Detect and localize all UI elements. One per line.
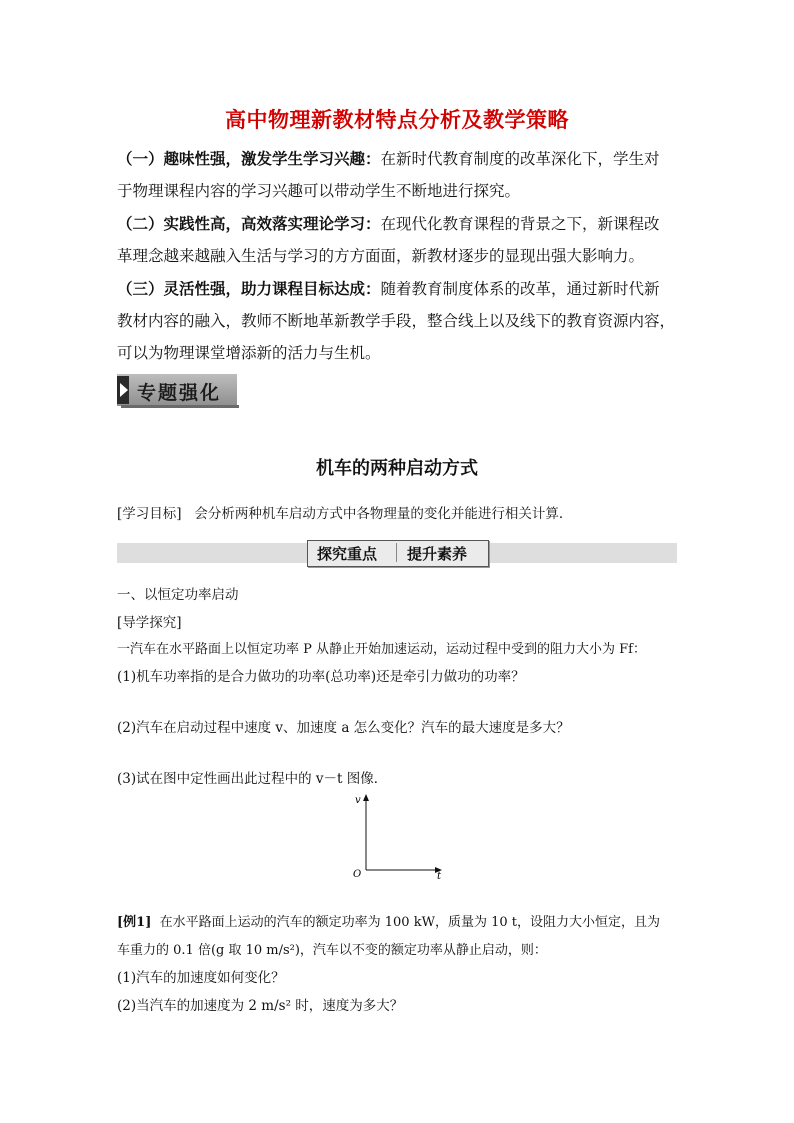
section-3	[117, 273, 679, 369]
y-axis-label: v	[355, 795, 361, 806]
section-2-lead: （二）实践性高，高效落实理论学习：	[117, 215, 381, 233]
origin-label: O	[353, 869, 362, 880]
question-1: (1)机车功率指的是合力做功的功率(总功率)还是牵引力做功的功率？	[117, 669, 525, 685]
y-axis-arrow-icon	[363, 794, 369, 801]
goal-tag: [学习目标]	[117, 506, 182, 522]
part1-intro: 一汽车在水平路面上以恒定功率 P 从静止开始加速运动，运动过程中受到的阻力大小为 Ff：	[117, 642, 646, 657]
example-text-1: 在水平路面上运动的汽车的额定功率为 100 kW，质量为 10 t，设阻力大小恒定，且为	[159, 915, 660, 930]
section-bar-divider	[396, 543, 397, 562]
section-3-lead: （三）灵活性强，助力课程目标达成：	[117, 280, 381, 298]
goal-text: 会分析两种机车启动方式中各物理量的变化并能进行相关计算．	[194, 506, 573, 522]
section-3-line-3: 可以为物理课堂增添新的活力与生机。	[117, 344, 381, 362]
banner-label: 专题强化	[137, 382, 222, 404]
banner-arrow-icon	[120, 383, 128, 397]
section-3-line-2: 教材内容的融入，教师不断地革新教学手段，整合线上以及线下的教育资源内容，	[117, 312, 676, 330]
banner-shadow	[121, 405, 239, 408]
question-3: (3)试在图中定性画出此过程中的 v－t 图像．	[117, 771, 388, 787]
section-1	[117, 143, 679, 207]
question-2: (2)汽车在启动过程中速度 v、加速度 a 怎么变化？汽车的最大速度是多大？	[117, 720, 570, 736]
part1-tag: [导学探究]	[117, 615, 182, 631]
learning-goal	[117, 502, 572, 522]
example-line-1	[117, 911, 660, 930]
lesson-title: 机车的两种启动方式	[316, 458, 478, 479]
section-bar-right: 提升素养	[407, 545, 468, 563]
page-title: 高中物理新教材特点分析及教学策略	[225, 108, 569, 132]
example-line-2: 车重力的 0.1 倍(g 取 10 m/s²)，汽车以不变的额定功率从静止启动，则：	[117, 943, 547, 958]
section-1-line-2: 于物理课程内容的学习兴趣可以带动学生不断地进行探究。	[117, 182, 521, 200]
example-tag: [例1]	[117, 915, 152, 930]
section-bar-left: 探究重点	[317, 545, 378, 563]
section-2-line-1: 在现代化教育课程的背景之下，新课程改	[380, 215, 660, 233]
example-question-1: (1)汽车的加速度如何变化？	[117, 970, 285, 986]
section-3-line-1: 随着教育制度体系的改革，通过新时代新	[380, 280, 660, 298]
section-1-line-1: 在新时代教育制度的改革深化下，学生对	[380, 150, 660, 168]
vt-graph	[346, 790, 456, 882]
x-axis-label: t	[437, 871, 442, 882]
section-2-line-2: 革理念越来越融入生活与学习的方方面面，新教材逐步的显现出强大影响力。	[117, 247, 645, 265]
section-2	[117, 208, 679, 272]
section-1-lead: （一）趣味性强，激发学生学习兴趣：	[117, 150, 381, 168]
part1-heading: 一、以恒定功率启动	[117, 587, 239, 603]
example-question-2: (2)当汽车的加速度为 2 m/s² 时，速度为多大？	[117, 998, 404, 1014]
